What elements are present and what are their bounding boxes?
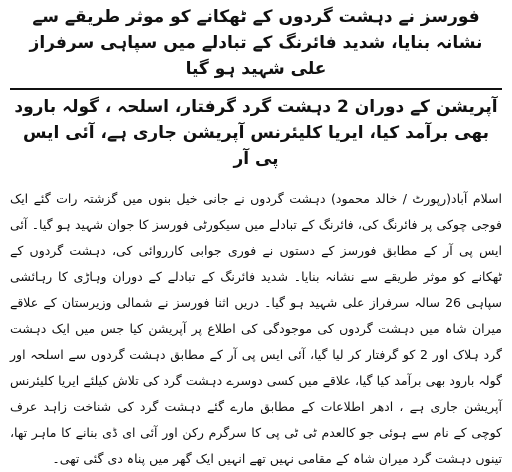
article-headline: فورسز نے دہشت گردوں کے ٹھکانے کو موثر طریقے سے نشانہ بنایا، شدید فائرنگ کے تبادلے میں سپاہی سرفراز علی شہید ہو گیا [29,7,483,79]
article-body: اسلام آباد(رپورٹ / خالد محمود) دہشت گردوں نے جانی خیل بنوں میں گزشتہ رات گئے ایک فوجی چوکی پر فائرنگ کی، فائرنگ کے تبادلے میں سیکورٹی فورسز کا جوان شہید ہو گیا۔ آئی ایس پی آر کے مطابق فورسز کے دستوں نے فوری جوابی کارروائی کی، دہشت گردوں کے ٹھکانے کو موثر طریقے سے نشانہ بنایا۔ شدید فائرنگ کے تبادلے کے دوران وہاڑی کا رہائشی سپاہی 26 سالہ سرفراز علی شہید ہو گیا۔ دریں اثنا فورسز نے شمالی وزیرستان کے علاقے میران شاہ میں دہشت گردوں کی موجودگی کی اطلاع پر آپریشن کیا جس میں ایک دہشت گرد ہلاک اور 2 کو گرفتار کر لیا گیا، آئی ایس پی آر کے مطابق دہشت گردوں سے اسلحہ اور گولہ بارود بھی برآمد کیا گیا، علاقے میں کسی دوسرے دہشت گرد کی تلاش کیلئے ایریا کلیئرنس آپریشن جاری ہے ، ادھر اطلاعات کے مطابق مارے گئے دہشت گرد کی شناخت زاہد عرف کوچی کے نام سے ہوئی جو کالعدم ٹی ٹی پی کا سرگرم رکن اور آئی ای ڈی بنانے کا ماہر تھا، تینوں دہشت گرد میران شاہ کے مقامی نہیں تھے انہیں ایک گھر میں پناہ دی گئی تھی۔ [10,191,502,466]
headline-divider [10,88,502,90]
article-subheadline: آپریشن کے دوران 2 دہشت گرد گرفتار، اسلحہ ، گولہ بارود بھی برآمد کیا، ایریا کلیئرنس آپریشن جاری ہے، آئی ایس پی آر [14,97,498,169]
